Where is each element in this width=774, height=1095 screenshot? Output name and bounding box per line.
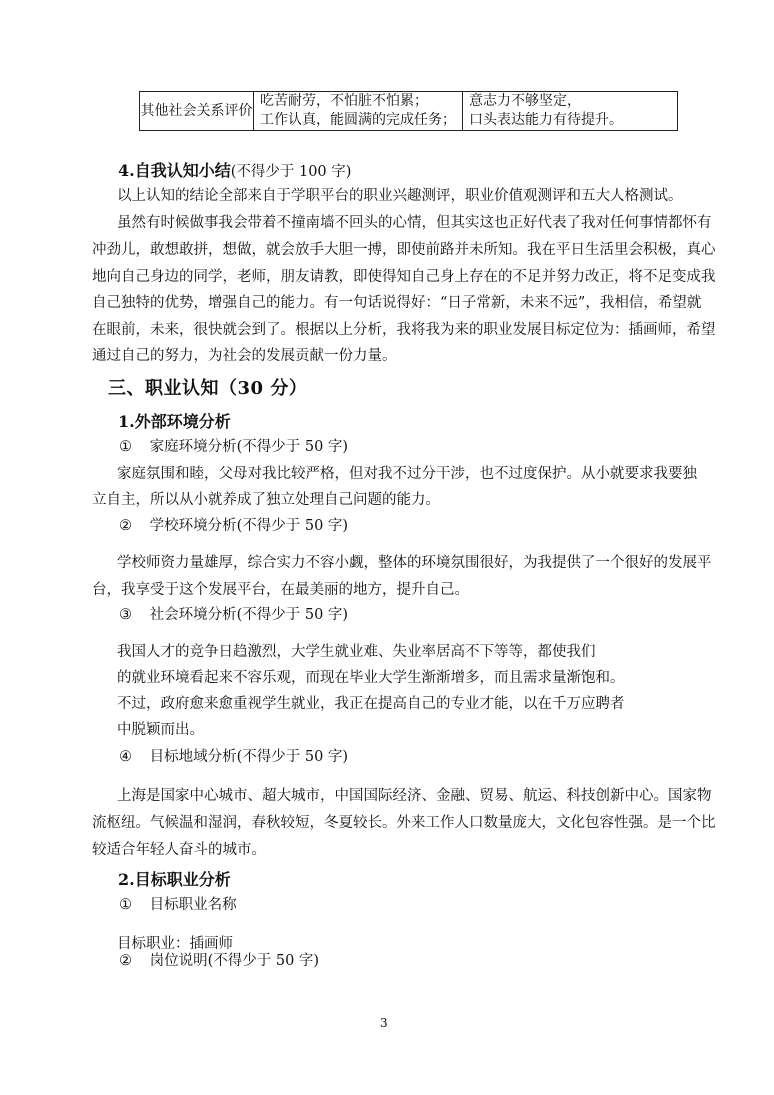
list-item (119, 747, 348, 767)
item-number: ① (119, 439, 132, 455)
table-cell-cons (463, 92, 678, 131)
list-item (119, 605, 348, 625)
list-item (119, 895, 237, 915)
paragraph-line: 台，我享受于这个发展平台，在最美丽的地方，提升自己。 (92, 582, 469, 598)
paragraph-line: 冲劲儿，敢想敢拼，想做，就会放手大胆一搏，即使前路并未所知。我在平日生活里会积极，真心 (92, 242, 716, 258)
paragraph-line: 我国人才的竞争日趋激烈，大学生就业难、失业率居高不下等等，都使我们 (117, 644, 596, 660)
item-number: ② (119, 518, 132, 534)
paragraph-line: 的就业环境看起来不容乐观，而现在毕业大学生渐渐增多，而且需求量渐饱和。 (117, 670, 625, 686)
item-label: 社会环境分析(不得少于 50 字) (149, 607, 349, 623)
list-item (119, 951, 319, 971)
table-cell-pros (254, 92, 463, 131)
section-title: 4.自我认知小结 (118, 161, 231, 180)
table-row (140, 92, 678, 131)
cons-line: 口头表达能力有待提升。 (469, 112, 623, 128)
item-number: ① (119, 897, 132, 913)
paragraph-line: 中脱颖而出。 (117, 722, 204, 738)
page-number: 3 (380, 1016, 388, 1030)
list-item (119, 516, 348, 536)
paragraph-line: 立自主，所以从小就养成了独立处理自己问题的能力。 (92, 492, 440, 508)
chapter-title: 三、职业认知（30 分） (108, 378, 308, 399)
paragraph-line: 不过，政府愈来愈重视学生就业，我正在提高自己的专业才能，以在千万应聘者 (117, 696, 625, 712)
item-number: ③ (119, 607, 132, 623)
cons-line: 意志力不够坚定， (469, 93, 581, 109)
item-number: ④ (119, 749, 132, 765)
paragraph-line: 通过自己的努力，为社会的发展贡献一份力量。 (92, 348, 397, 364)
paragraph-line: 上海是国家中心城市、超大城市，中国国际经济、金融、贸易、航运、科技创新中心。国家物 (117, 788, 712, 804)
paragraph-line: 地向自己身边的同学，老师，朋友请教，即使得知自己身上存在的不足并努力改正，将不足变成我 (92, 269, 716, 285)
paragraph-line: 较适合年轻人奋斗的城市。 (92, 842, 266, 858)
item-label: 岗位说明(不得少于 50 字) (149, 953, 320, 969)
paragraph-line: 目标职业：插画师 (117, 936, 233, 952)
pros-line: 工作认真，能圆满的完成任务； (260, 112, 456, 128)
pros-line: 吃苦耐劳，不怕脏不怕累； (260, 93, 428, 109)
item-label: 目标职业名称 (149, 897, 237, 913)
item-label: 目标地域分析(不得少于 50 字) (149, 749, 349, 765)
paragraph-line: 虽然有时候做事我会带着不撞南墙不回头的心情，但其实这也正好代表了我对任何事情都怀有 (117, 215, 712, 231)
paragraph-line: 以上认知的结论全部来自于学职平台的职业兴趣测评，职业价值观测评和五大人格测试。 (117, 188, 683, 204)
paragraph-line: 家庭氛围和睦，父母对我比较严格，但对我不过分干涉，也不过度保护。从小就要求我要独 (117, 466, 697, 482)
paragraph-line: 在眼前，未来，很快就会到了。根据以上分析，我将我为来的职业发展目标定位为：插画师，希望 (92, 322, 716, 338)
item-label: 学校环境分析(不得少于 50 字) (149, 518, 349, 534)
section-title: 2.目标职业分析 (118, 870, 231, 889)
paragraph-line: 学校师资力量雄厚，综合实力不容小觑，整体的环境氛围很好，为我提供了一个很好的发展平 (117, 555, 712, 571)
section-title: 1.外部环境分析 (118, 412, 231, 431)
evaluation-table (139, 91, 678, 131)
item-label: 家庭环境分析(不得少于 50 字) (149, 439, 349, 455)
section-note: (不得少于 100 字) (230, 164, 352, 180)
table-row-label: 其他社会关系评价 (140, 92, 254, 131)
paragraph-line: 流枢纽。气候温和湿润，春秋较短，冬夏较长。外来工作人口数量庞大，文化包容性强。是一个比 (92, 815, 716, 831)
item-number: ② (119, 953, 132, 969)
section-heading (118, 158, 351, 181)
paragraph-line: 自己独特的优势，增强自己的能力。有一句话说得好：“日子常新，未来不远”，我相信，希望就 (92, 295, 702, 311)
list-item (119, 437, 348, 457)
